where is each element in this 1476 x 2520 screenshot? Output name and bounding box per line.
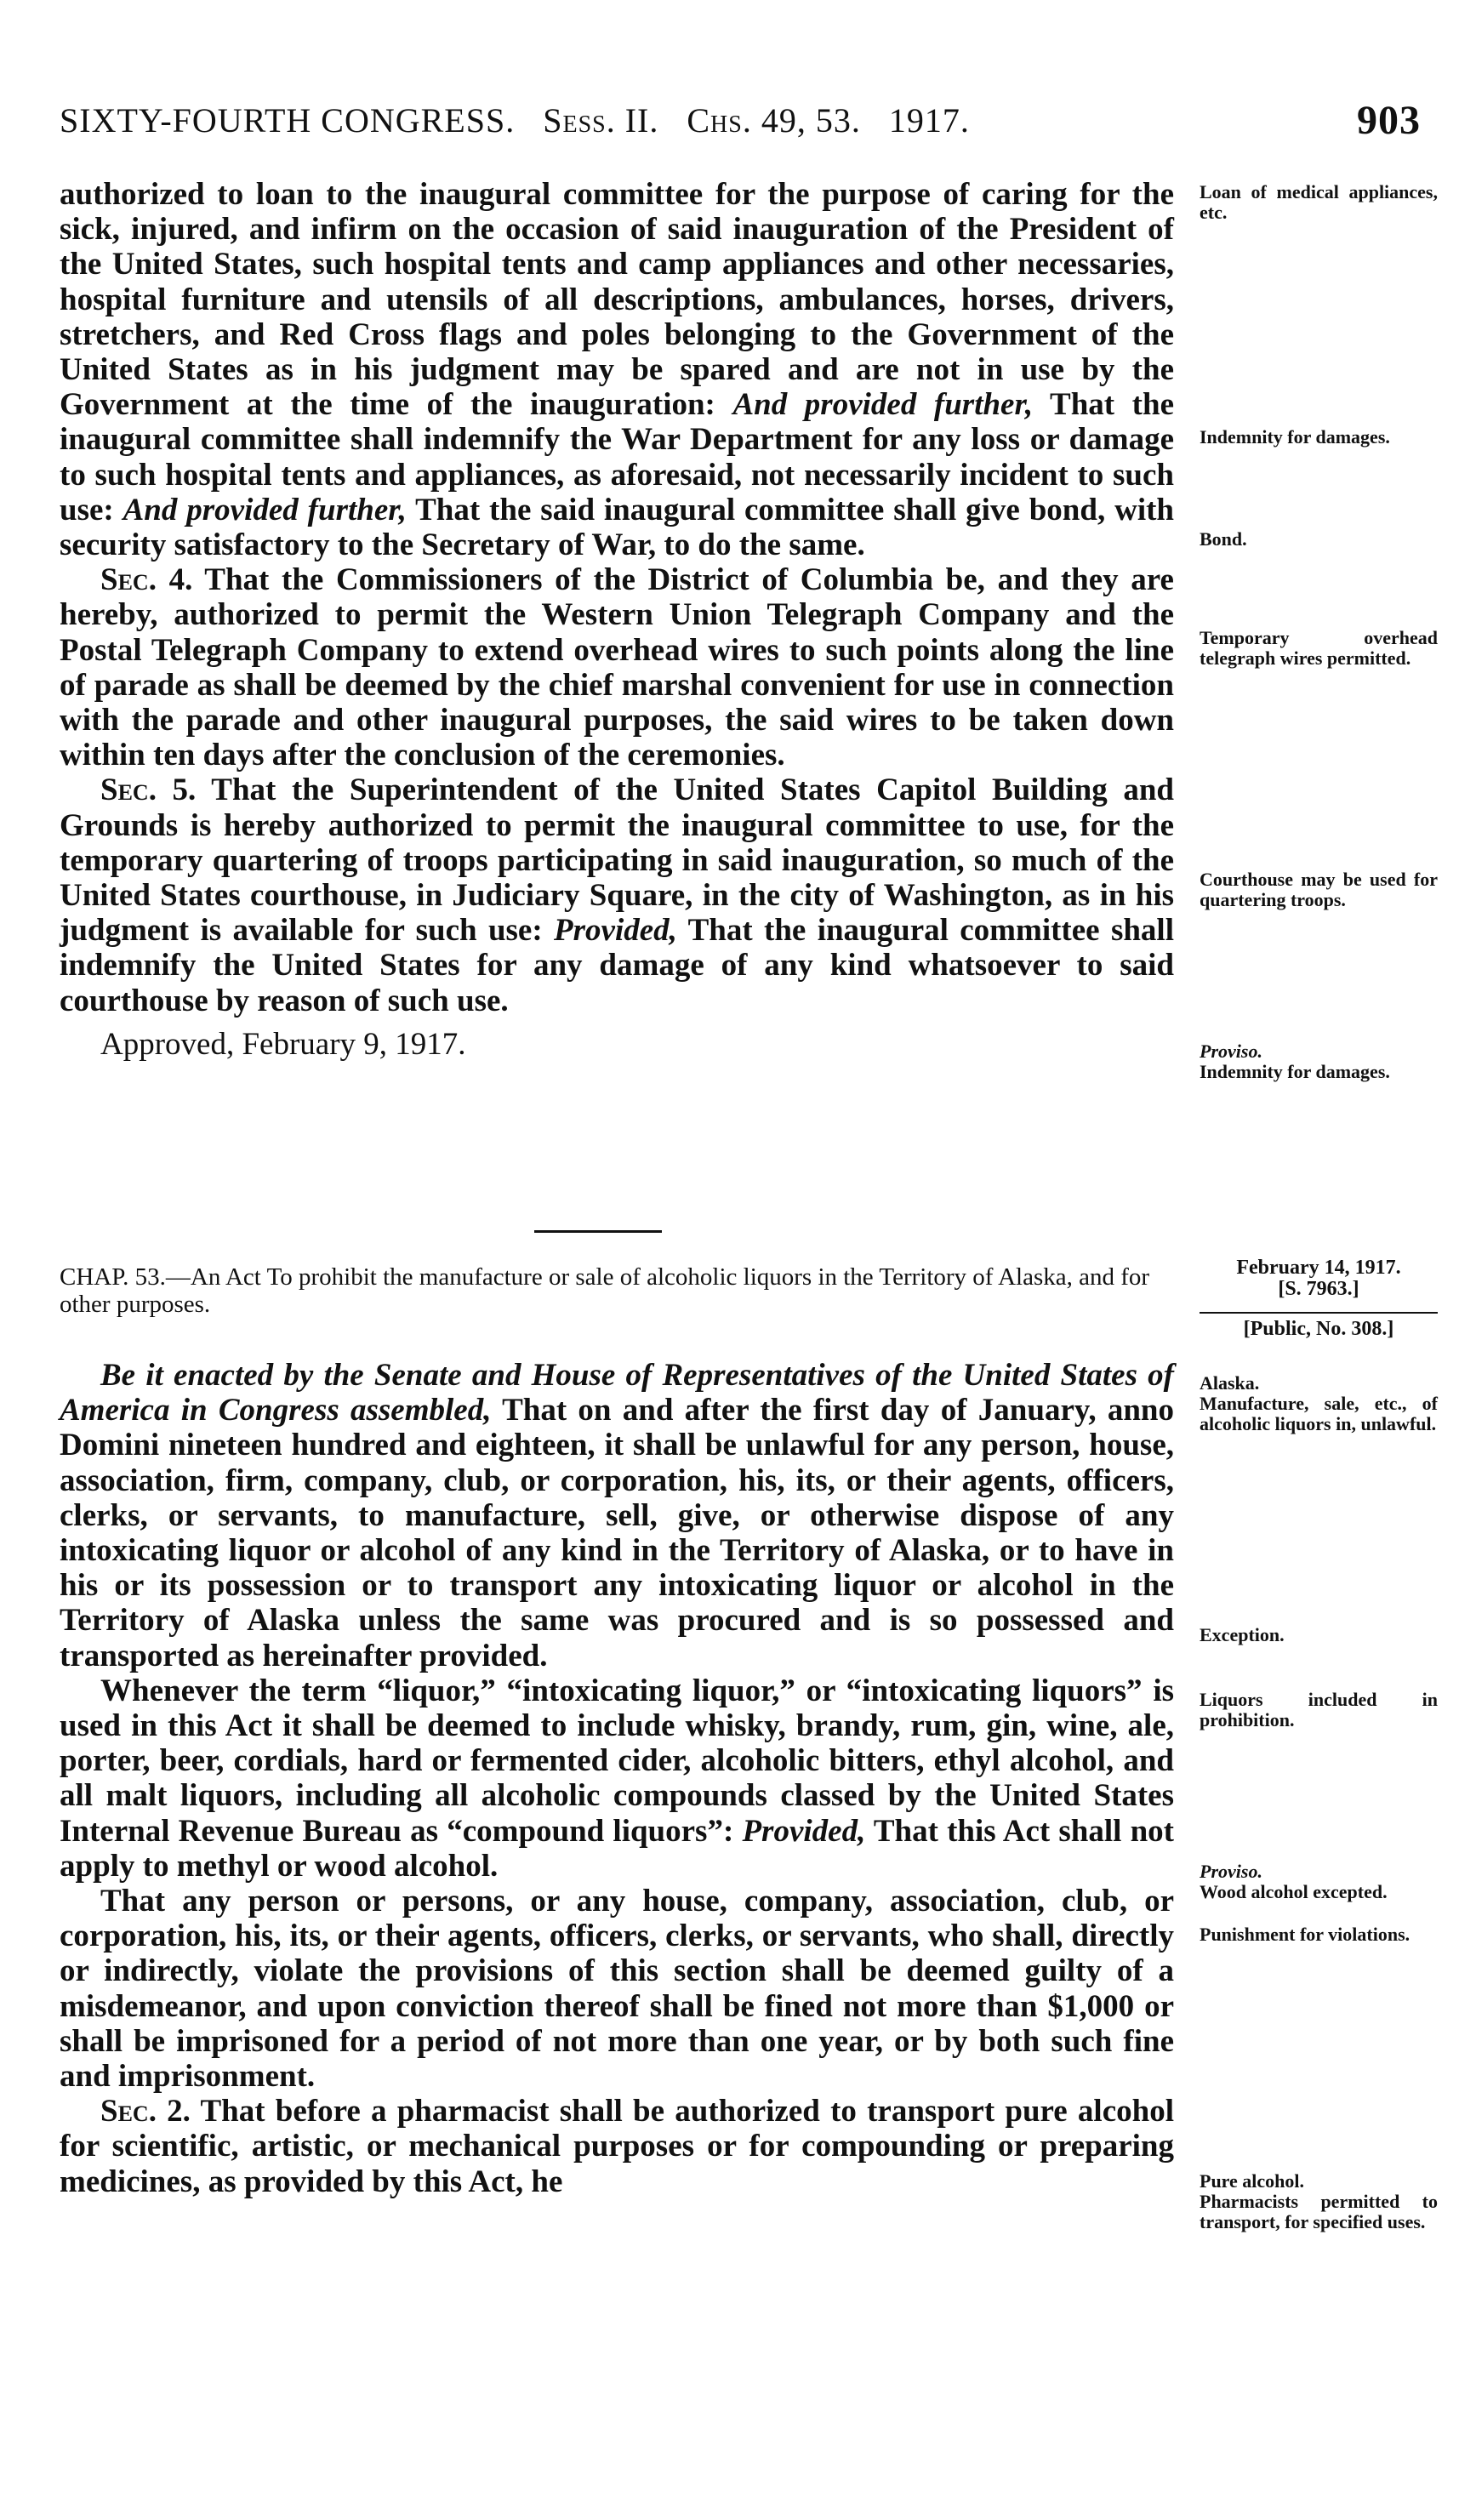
margin-note-liquors-included: Liquors included in prohibition. (1200, 1689, 1438, 1730)
senate-bill-number: [S. 7963.] (1278, 1278, 1359, 1300)
margin-note-indemnity: Indemnity for damages. (1200, 426, 1390, 448)
definition-provided: Provided, (742, 1813, 866, 1849)
definition-exception: That this Act shall not apply to methyl or wood alcohol. (60, 1813, 1174, 1884)
page-number: 903 (1357, 98, 1421, 143)
section-5-text-1: That the Superintendent of the United States Capitol Building and Grounds is hereby authorized to permit the inaugural committee to use, for the temporary quartering of troops participating in said inauguration, so much of the United States courthouse, in Judiciary Square, in the city of Washington, as in his judgment is available for such use: (60, 773, 1174, 949)
margin-note-courthouse: Courthouse may be used for quartering troops. (1200, 869, 1438, 910)
definition-paragraph (60, 1673, 1174, 1884)
continued-text-1: authorized to loan to the inaugural committee for the purpose of caring for the sick, injured, and infirm on the occasion of said inauguration of the President of the United States, such hospital tents and camp appliances and other necessaries, hospital furniture and utensils of all descriptions, ambulances, horses, drivers, stretchers, and Red Cross flags and poles belonging to the Government of the United States as in his judgment may be spared and are not in use by the Government at the time of the inauguration: (60, 177, 1174, 423)
congress-title: SIXTY-FOURTH CONGRESS. (60, 101, 516, 140)
margin-note-indemnity-2: Indemnity for damages. (1200, 1061, 1390, 1082)
definition-text: Whenever the term “liquor,” “intoxicating liquor,” or “intoxicating liquors” is used in this Act it shall be deemed to include whisky, brandy, rum, gin, wine, ale, porter, beer, cordials, hard or fermented cider, alcoholic bitters, ethyl alcohol, and all malt liquors, including all alcoholic compounds classed by the United States Internal Revenue Bureau as “compound liquors”: (60, 1673, 1174, 1849)
margin-note-exception: Exception. (1200, 1624, 1285, 1645)
margin-note-bond: Bond. (1200, 528, 1247, 550)
margin-note-manufacture: Manufacture, sale, etc., of alcoholic liquors in, unlawful. (1200, 1393, 1438, 1434)
chapter-53-side-info (1200, 1257, 1438, 1340)
margin-note-punishment: Punishment for violations. (1200, 1924, 1410, 1945)
margin-note-proviso-1: Proviso. (1200, 1040, 1262, 1062)
chapter-53-heading: CHAP. 53.—An Act To prohibit the manufacture or sale of alcoholic liquors in the Territory of Alaska, and for other purposes. (60, 1263, 1150, 1318)
margin-note-pharmacists: Pharmacists permitted to transport, for specified uses. (1200, 2191, 1438, 2232)
chapter-date: February 14, 1917. (1236, 1257, 1401, 1279)
enacting-clause: Be it enacted by the Senate and House of Representatives of the United States of America in Congress assembled, (60, 1358, 1174, 1428)
continued-text-3: That the said inaugural committee shall give bond, with security satisfactory to the Secretary of War, to do the same. (60, 492, 1174, 563)
section-2-label: Sec. 2. (100, 2094, 191, 2129)
section-divider (534, 1230, 662, 1233)
approval-date: Approved, February 9, 1917. (100, 1026, 466, 1062)
chapter-53-body (60, 1358, 1174, 2199)
year-label: 1917. (888, 101, 970, 140)
section-continued (60, 177, 1174, 1062)
section-4-text: That the Commissioners of the District of Columbia be, and they are hereby, authorized to permit the Western Union Telegraph Company and the Postal Telegraph Company to extend overhead wires to such points along the line of parade as shall be deemed by the chief marshal convenient for use in connection with the parade and other inaugural purposes, the said wires to be taken down within ten days after the conclusion of the ceremonies. (60, 562, 1174, 773)
chapters-label: Chs. 49, 53. (687, 101, 861, 140)
prohibition-text: That on and after the first day of January, anno Domini nineteen hundred and eighteen, it shall be unlawful for any person, house, association, firm, company, club, or corporation, his, its, or their agents, officers, clerks, or servants, to manufacture, sell, give, or otherwise dispose of any intoxicating liquor or alcohol of any kind in the Territory of Alaska, or to have in his or its possession or to transport any intoxicating liquor or alcohol in the Territory of Alaska unless the same was procured and is so possessed and transported as hereinafter provided. (60, 1393, 1174, 1673)
section-5-label: Sec. 5. (100, 773, 197, 808)
public-law-number: [Public, No. 308.] (1200, 1312, 1438, 1340)
section-5-provided: Provided, (554, 913, 677, 949)
section-4 (60, 562, 1174, 773)
section-5-text-2: That the inaugural committee shall indemnify the United States for any damage of any kind whatsoever to said courthouse by reason of such use. (60, 913, 1174, 1018)
margin-note-loan: Loan of medical appliances, etc. (1200, 181, 1438, 223)
continued-paragraph (60, 177, 1174, 562)
continued-text-2: That the inaugural committee shall indemnify the War Department for any loss or damage to such hospital tents and appliances, as aforesaid, not necessarily incident to such use: (60, 387, 1174, 527)
running-head (60, 100, 970, 140)
margin-note-alaska: Alaska. (1200, 1372, 1260, 1394)
proviso-further-2: And provided further, (123, 492, 407, 527)
margin-note-wires: Temporary overhead telegraph wires permitted. (1200, 627, 1438, 669)
section-2-text: That before a pharmacist shall be authorized to transport pure alcohol for scientific, artistic, or mechanical purposes or for compounding or preparing medicines, as provided by this Act, he (60, 2094, 1174, 2199)
page-header (60, 100, 1421, 151)
proviso-further-1: And provided further, (732, 387, 1034, 423)
session-label: Sess. II. (543, 101, 659, 140)
margin-note-wood-alcohol: Wood alcohol excepted. (1200, 1881, 1388, 1902)
punishment-paragraph: That any person or persons, or any house, company, association, club, or corporation, his, its, or their agents, officers, clerks, or servants, who shall, directly or indirectly, violate the provisions of this section shall be deemed guilty of a misdemeanor, and upon conviction thereof shall be fined not more than $1,000 or shall be imprisoned for a period of not more than one year, or by both such fine and imprisonment. (60, 1884, 1174, 2095)
margin-note-proviso-2: Proviso. (1200, 1861, 1262, 1882)
section-5 (60, 773, 1174, 1018)
margin-note-pure-alcohol: Pure alcohol. (1200, 2170, 1305, 2192)
section-4-label: Sec. 4. (100, 562, 193, 598)
section-2 (60, 2094, 1174, 2199)
enacting-paragraph (60, 1358, 1174, 1673)
